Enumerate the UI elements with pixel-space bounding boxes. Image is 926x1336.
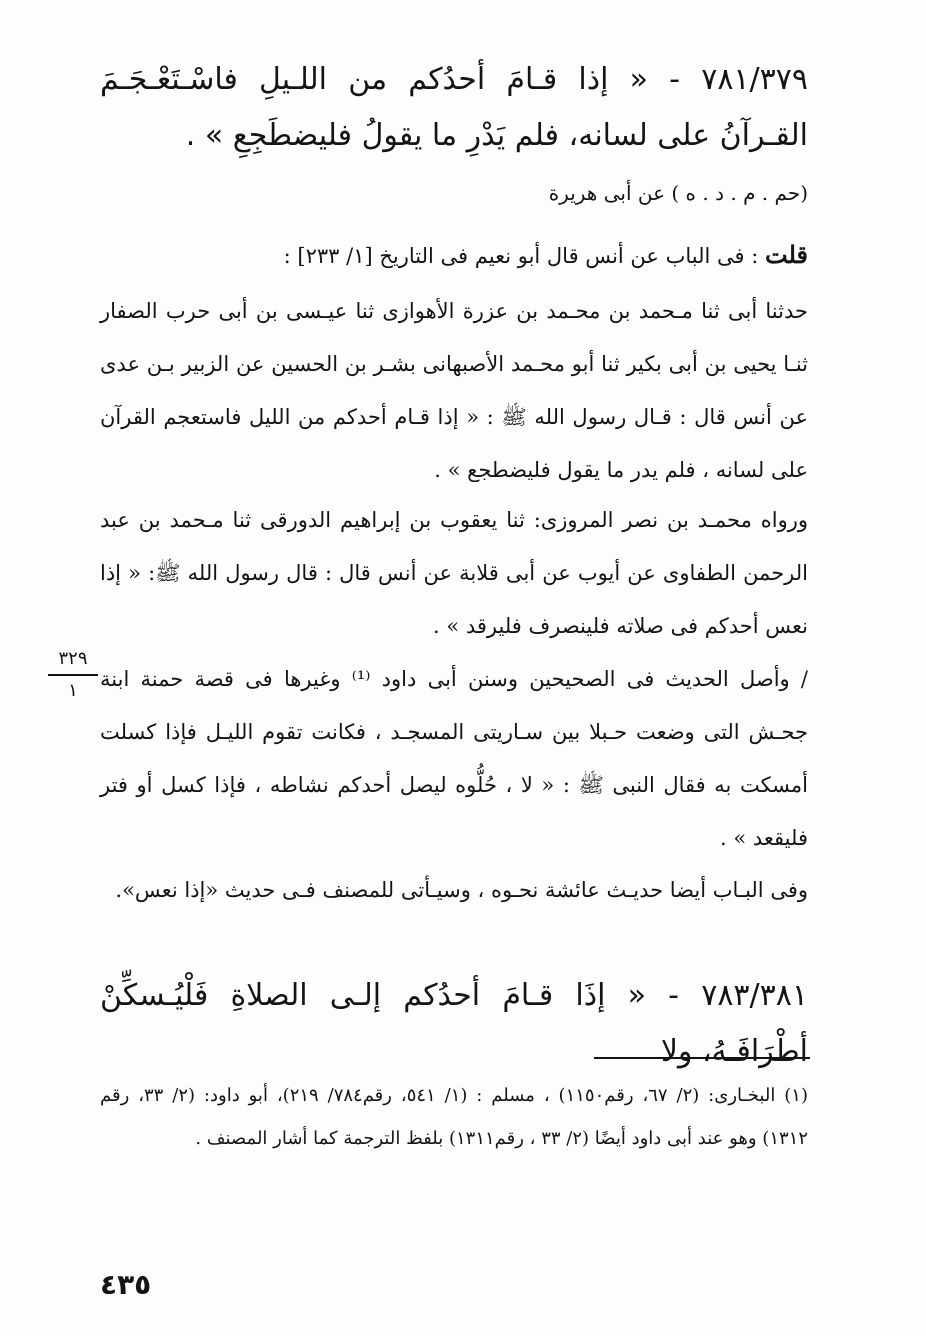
hadith-379-source: (حم . م . د . ه ) عن أبى هريرة <box>548 181 808 205</box>
page-number: ٤٣٥ <box>100 1268 152 1301</box>
margin-note-bottom: ١ <box>68 680 78 701</box>
qulta-paragraph <box>100 228 808 283</box>
footnote-separator <box>594 1057 810 1059</box>
hadith-379-block <box>100 52 808 164</box>
qulta-text: : فى الباب عن أنس قال أبو نعيم فى التاريخ [١/ ٢٣٣] : <box>283 244 759 268</box>
marwazi-paragraph: ورواه محمـد بن نصر المروزى: ثنا يعقوب بن إبراهيم الدورقى ثنا مـحمد بن عبد الرحمن الطفاوى عن أيوب عن أبى قلابة عن أنس قال : قال رسول الله ﷺ: « إذا نعس أحدكم فى صلاته فلينصرف فليرقد » . <box>100 508 808 638</box>
margin-note-top: ٣٢٩ <box>58 648 88 669</box>
hadith-381-block <box>100 968 808 1080</box>
asl-paragraph: / وأصل الحديث فى الصحيحين وسنن أبى داود ⁽¹⁾ وغيرها فى قصة حمنة ابنة جحـش التى وضعت حـبلا بين سـاريتى المسجـد ، فكانت تقوم الليـل فإذا كسلت أمسكت به فقال النبى ﷺ : « لا ، حُلُّوه ليصل أحدكم نشاطه ، فإذا كسل أو فتر فليقعد » . <box>100 667 808 850</box>
hadith-381-text: ٧٨٣/٣٨١ - « إذَا قـامَ أحدُكم إلـى الصلاةِ فَلْيُـسكِّنْ أطْرَافَـهُ، ولا <box>100 978 808 1069</box>
aisha-paragraph: وفى البـاب أيضا حديـث عائشة نحـوه ، وسيـأتى للمصنف فـى حديث «إذا نعس». <box>115 878 808 902</box>
isnad-abu-nuaym-paragraph: حدثنا أبى ثنا مـحمد بن محـمد بن عزرة الأهوازى ثنا عيـسى بن أبى حرب الصفار ثنـا يحيى بن أبى بكير ثنا أبو محـمد الأصبهانى بشـر بن الحسين عن الزبير بـن عدى عن أنس قال : قـال رسول الله ﷺ : « إذا قـام أحدكم من الليل فاستعجم القرآن على لسانه ، فلم يدر ما يقول فليضطجع » . <box>100 299 808 482</box>
margin-volume-page-note <box>44 648 102 702</box>
qulta-block <box>100 228 808 283</box>
footnotes-block <box>100 1074 808 1160</box>
aisha-paragraph-block <box>100 864 808 917</box>
qulta-label: قلت <box>765 240 808 269</box>
marwazi-paragraph-block <box>100 494 808 653</box>
source-379-block <box>110 176 808 210</box>
hadith-379-text: ٧٨١/٣٧٩ - « إذا قـامَ أحدُكم من اللـيلِ فاسْـتَعْـجَـمَ القـرآنُ على لسانه، فلم يَدْرِ ما يقولُ فليضطَجِعِ » . <box>100 62 808 153</box>
margin-note-divider <box>48 674 98 676</box>
asl-paragraph-block <box>100 653 808 865</box>
footnote-1: (١) البخـارى: (٢/ ٦٧، رقم١١٥٠) ، مسلم : (١/ ٥٤١، رقم٧٨٤/ ٢١٩)، أبو داود: (٢/ ٣٣، رقم ١٣١٢) وهو عند أبى داود أيضًا (٢/ ٣٣ ، رقم١٣١١) بلفظ الترجمة كما أشار المصنف . <box>100 1085 808 1149</box>
isnad-paragraph-block <box>100 285 808 497</box>
